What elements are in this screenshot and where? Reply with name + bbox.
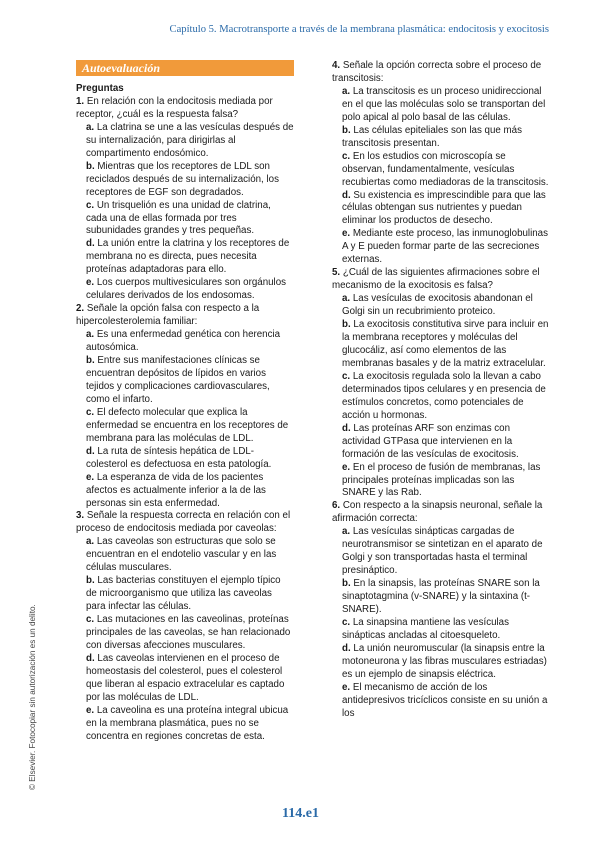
- question-text: En relación con la endocitosis mediada por receptor, ¿cuál es la respuesta falsa?: [76, 95, 273, 120]
- question-text: Señale la respuesta correcta en relación con el proceso de endocitosis mediada por caveolas:: [76, 510, 291, 535]
- option-text: En la sinapsis, las proteínas SNARE son la sinaptotagmina (v-SNARE) y la sintaxina (t-SNARE).: [342, 578, 540, 616]
- answer-option: [86, 575, 294, 614]
- option-text: Mientras que los receptores de LDL son reciclados después de su internalización, los receptores de EGF son degradados.: [86, 160, 279, 198]
- question-item: [76, 96, 294, 122]
- answer-option: [86, 536, 294, 575]
- answer-option: [342, 578, 550, 617]
- question-item: [332, 500, 550, 526]
- answer-option: [342, 293, 550, 319]
- answer-option: [86, 614, 294, 653]
- chapter-header: Capítulo 5. Macrotransporte a través de la membrana plasmática: endocitosis y exocitosis: [169, 24, 549, 35]
- option-text: Las caveolas intervienen en el proceso de homeostasis del colesterol, pues el colesterol que liberan al espacio extracelular es captado por las moléculas de LDL.: [86, 652, 285, 703]
- option-letter: d.: [342, 189, 351, 201]
- option-letter: b.: [342, 124, 351, 136]
- question-number: 6.: [332, 500, 341, 512]
- option-text: Su existencia es imprescindible para que las células obtengan sus nutrientes y puedan eliminar los productos de desecho.: [342, 189, 546, 227]
- answer-option: [342, 151, 550, 190]
- answer-option: [86, 200, 294, 239]
- answer-option: [86, 355, 294, 407]
- option-text: Entre sus manifestaciones clínicas se encuentran depósitos de lípidos en varios tejidos y complicaciones cardiovasculares, como el infarto.: [86, 355, 270, 405]
- question-number: 1.: [76, 95, 85, 107]
- answer-option: [342, 643, 550, 682]
- option-letter: e.: [342, 681, 351, 693]
- question-number: 2.: [76, 303, 85, 315]
- option-text: Las caveolas son estructuras que solo se encuentran en el endotelio vascular y en las células musculares.: [86, 536, 277, 574]
- option-text: La caveolina es una proteína integral ubicua en la membrana plasmática, pues no se concentra en regiones concretas de esta.: [86, 704, 289, 742]
- left-question-list: [76, 96, 294, 744]
- option-letter: b.: [86, 355, 95, 367]
- option-letter: e.: [86, 277, 95, 289]
- question-item: [76, 510, 294, 536]
- option-letter: c.: [342, 370, 351, 382]
- option-text: La exocitosis constitutiva sirve para incluir en la membrana receptores y moléculas del glucocáliz, así como elementos de las membranas basales y de la matriz extracelular.: [342, 319, 549, 369]
- answer-option: [342, 462, 550, 501]
- section-subtitle: Preguntas: [76, 83, 124, 94]
- answer-option: [86, 407, 294, 446]
- option-letter: c.: [86, 406, 95, 418]
- option-text: Las bacterias constituyen el ejemplo típico de microorganismo que utiliza las caveolas para infectar las células.: [86, 575, 281, 613]
- option-text: La ruta de síntesis hepática de LDL-colesterol es defectuosa en esta patología.: [86, 445, 272, 470]
- answer-option: [342, 371, 550, 423]
- option-letter: a.: [86, 121, 95, 133]
- question-number: 4.: [332, 60, 341, 71]
- option-letter: d.: [342, 642, 351, 654]
- option-text: La unión entre la clatrina y los receptores de membrana no es directa, pues necesita proteínas adaptadoras para ello.: [86, 238, 290, 276]
- question-text: ¿Cuál de las siguientes afirmaciones sobre el mecanismo de la exocitosis es falsa?: [332, 267, 540, 292]
- question-text: Señale la opción falsa con respecto a la hipercolesterolemia familiar:: [76, 303, 260, 328]
- question-item: [332, 267, 550, 293]
- right-question-list: [332, 60, 550, 721]
- option-letter: a.: [86, 536, 95, 548]
- answer-option: [86, 122, 294, 161]
- option-text: El mecanismo de acción de los antidepresivos tricíclicos consiste en su unión a los: [342, 681, 548, 719]
- copyright-notice: © Elsevier. Fotocopiar sin autorización es un delito.: [28, 604, 37, 790]
- option-text: Las vesículas sinápticas cargadas de neurotransmisor se sintetizan en el aparato de Golgi y son transportadas hasta el terminal presináptico.: [342, 526, 543, 577]
- option-text: Los cuerpos multivesiculares son orgánulos celulares derivados de los endosomas.: [86, 277, 286, 302]
- option-letter: a.: [342, 85, 351, 97]
- page-number: 114.e1: [282, 806, 319, 821]
- option-letter: b.: [86, 575, 95, 587]
- option-text: La esperanza de vida de los pacientes afectos es actualmente inferior a la de las personas sin esta enfermedad.: [86, 471, 266, 509]
- section-title: Autoevaluación: [76, 60, 294, 76]
- answer-option: [86, 705, 294, 744]
- option-text: Mediante este proceso, las inmunoglobulinas A y E pueden formar parte de las secreciones externas.: [342, 228, 548, 266]
- option-letter: d.: [86, 652, 95, 664]
- answer-option: [342, 526, 550, 578]
- option-text: Las proteínas ARF son enzimas con actividad GTPasa que intervienen en la formación de las vesículas de exocitosis.: [342, 422, 519, 460]
- question-item: [332, 60, 550, 86]
- option-text: La clatrina se une a las vesículas después de su internalización, para dirigirlas al compartimento endosómico.: [86, 121, 294, 159]
- option-text: Las mutaciones en las caveolinas, proteínas principales de las caveolas, se han relacionado con diversas afecciones musculares.: [86, 614, 291, 651]
- question-number: 5.: [332, 267, 341, 279]
- answer-option: [342, 423, 550, 462]
- right-column: [332, 60, 550, 721]
- option-text: Las vesículas de exocitosis abandonan el Golgi sin un recubrimiento proteico.: [342, 293, 533, 318]
- option-text: Un trisquelión es una unidad de clatrina, cada una de ellas formada por tres subunidades grandes y tres pequeñas.: [86, 199, 271, 237]
- answer-option: [86, 238, 294, 277]
- option-letter: a.: [86, 329, 95, 341]
- option-letter: e.: [86, 704, 95, 716]
- option-letter: d.: [86, 445, 95, 457]
- answer-option: [86, 653, 294, 705]
- option-text: Es una enfermedad genética con herencia autosómica.: [86, 329, 281, 354]
- option-letter: e.: [86, 471, 95, 483]
- answer-option: [86, 472, 294, 511]
- option-letter: b.: [342, 578, 351, 590]
- question-number: 3.: [76, 510, 85, 522]
- answer-option: [342, 125, 550, 151]
- option-text: La transcitosis es un proceso unidireccional en el que las moléculas solo se transportan del polo apical al polo basal de las células.: [342, 85, 546, 123]
- answer-option: [342, 682, 550, 721]
- option-letter: a.: [342, 293, 351, 305]
- answer-option: [86, 329, 294, 355]
- answer-option: [86, 277, 294, 303]
- question-text: Señale la opción correcta sobre el proceso de transcitosis:: [332, 60, 542, 84]
- option-letter: c.: [86, 199, 95, 211]
- option-text: La exocitosis regulada solo la llevan a cabo determinados tipos celulares y en presencia de estímulos concretos, como potenciales de acción u hormonas.: [342, 370, 546, 421]
- answer-option: [342, 190, 550, 229]
- option-letter: d.: [342, 422, 351, 434]
- option-text: En el proceso de fusión de membranas, las principales proteínas implicadas son las SNARE y las Rab.: [342, 461, 541, 499]
- answer-option: [86, 446, 294, 472]
- answer-option: [342, 617, 550, 643]
- answer-option: [342, 319, 550, 371]
- option-letter: e.: [342, 461, 351, 473]
- left-column: [76, 60, 294, 744]
- option-letter: c.: [86, 614, 95, 626]
- option-letter: d.: [86, 238, 95, 250]
- option-text: Las células epiteliales son las que más transcitosis presentan.: [342, 124, 522, 149]
- option-text: La unión neuromuscular (la sinapsis entre la motoneurona y las fibras musculares estriadas) es un ejemplo de sinapsis eléctrica.: [342, 642, 547, 680]
- option-text: La sinapsina mantiene las vesículas sinápticas ancladas al citoesqueleto.: [342, 616, 509, 641]
- option-text: En los estudios con microscopía se observan, fundamentalmente, vesículas recubiertas como mediadoras de la transcitosis.: [342, 150, 549, 188]
- option-letter: c.: [342, 150, 351, 162]
- question-text: Con respecto a la sinapsis neuronal, señale la afirmación correcta:: [332, 500, 543, 525]
- option-letter: e.: [342, 228, 351, 240]
- option-letter: c.: [342, 616, 351, 628]
- answer-option: [342, 86, 550, 125]
- option-letter: b.: [342, 319, 351, 331]
- question-item: [76, 303, 294, 329]
- option-letter: b.: [86, 160, 95, 172]
- answer-option: [342, 228, 550, 267]
- option-letter: a.: [342, 526, 351, 538]
- answer-option: [86, 161, 294, 200]
- option-text: El defecto molecular que explica la enfermedad se encuentra en los receptores de membrana para las moléculas de LDL.: [86, 406, 289, 444]
